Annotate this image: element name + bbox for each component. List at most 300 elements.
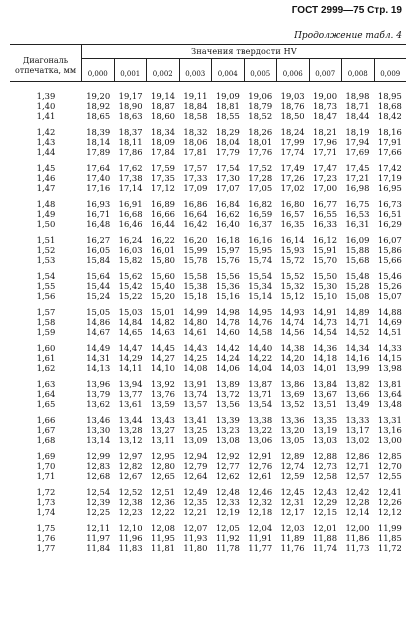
- hardness-cell: 15,18: [183, 291, 208, 301]
- hardness-cell: 15,88: [345, 245, 370, 255]
- hardness-cell: 14,73: [313, 317, 338, 327]
- hardness-cell: 12,55: [377, 471, 402, 481]
- row-group: [10, 307, 406, 337]
- hardness-cell: 14,47: [118, 343, 143, 353]
- hardness-cell: 17,33: [183, 173, 208, 183]
- hardness-values-header: Значения твердости HV: [82, 45, 406, 59]
- hardness-cell: 18,26: [248, 127, 273, 137]
- diagonal-cell: 1,41: [36, 111, 56, 121]
- hardness-cell: 16,48: [86, 219, 111, 229]
- hardness-cell: 15,62: [118, 271, 143, 281]
- hardness-cell: 16,22: [151, 235, 175, 245]
- hardness-cell: 18,68: [377, 101, 402, 111]
- hardness-cell: 18,81: [215, 101, 240, 111]
- hardness-cell: 11,72: [377, 543, 402, 553]
- hardness-cell: 13,14: [86, 435, 111, 445]
- column-header: 0,006: [276, 59, 309, 81]
- hardness-cell: 16,09: [345, 235, 370, 245]
- hardness-cell: 18,24: [280, 127, 305, 137]
- table-row: [10, 209, 406, 219]
- diagonal-cell: 1,71: [36, 471, 56, 481]
- hardness-cell: 18,19: [345, 127, 370, 137]
- hardness-cell: 14,25: [183, 353, 208, 363]
- hardness-cell: 12,14: [345, 507, 370, 517]
- hardness-cell: 13,30: [86, 425, 111, 435]
- hardness-cell: 17,57: [183, 163, 208, 173]
- hardness-cell: 17,26: [280, 173, 305, 183]
- hardness-cell: 16,14: [280, 235, 305, 245]
- hardness-cell: 18,34: [151, 127, 175, 137]
- hardness-cell: 12,39: [86, 497, 111, 507]
- hardness-cell: 15,97: [215, 245, 240, 255]
- diagonal-cell: 1,48: [36, 199, 56, 209]
- hardness-cell: 15,78: [183, 255, 208, 265]
- hardness-cell: 14,03: [280, 363, 305, 373]
- diagonal-cell: 1,66: [36, 415, 56, 425]
- hardness-cell: 17,28: [248, 173, 273, 183]
- hardness-cell: 16,66: [151, 209, 175, 219]
- diagonal-cell: 1,76: [36, 533, 56, 543]
- hardness-cell: 17,09: [183, 183, 208, 193]
- hardness-cell: 12,38: [118, 497, 143, 507]
- hardness-cell: 13,67: [313, 389, 338, 399]
- hardness-cell: 17,23: [313, 173, 338, 183]
- table-row: [10, 461, 406, 471]
- hardness-cell: 14,18: [313, 353, 338, 363]
- hardness-cell: 15,80: [151, 255, 175, 265]
- hardness-cell: 12,91: [248, 451, 273, 461]
- hardness-cell: 14,34: [345, 343, 370, 353]
- diagonal-cell: 1,67: [36, 425, 56, 435]
- table-row: [10, 353, 406, 363]
- hardness-cell: 18,16: [377, 127, 402, 137]
- hardness-cell: 14,40: [248, 343, 273, 353]
- diagonal-cell: 1,72: [36, 487, 56, 497]
- column-header: 0,000: [87, 70, 108, 78]
- hardness-cell: 11,91: [248, 533, 273, 543]
- hardness-cell: 18,39: [86, 127, 111, 137]
- hardness-cell: 12,85: [377, 451, 402, 461]
- table-row: [10, 343, 406, 353]
- hardness-cell: 13,94: [118, 379, 143, 389]
- hardness-cell: 11,96: [118, 533, 143, 543]
- hardness-cell: 13,69: [280, 389, 305, 399]
- hardness-cell: 15,48: [345, 271, 370, 281]
- hardness-cell: 17,62: [118, 163, 143, 173]
- hardness-cell: 13,22: [248, 425, 273, 435]
- hardness-cell: 14,31: [86, 353, 111, 363]
- hardness-cell: 18,09: [151, 137, 175, 147]
- row-group: [10, 415, 406, 445]
- diagonal-cell: 1,62: [36, 363, 56, 373]
- hardness-cell: 13,96: [86, 379, 111, 389]
- hardness-cell: 15,91: [313, 245, 338, 255]
- hardness-cell: 17,96: [313, 137, 338, 147]
- table-row: [10, 497, 406, 507]
- hardness-cell: 12,01: [313, 523, 338, 533]
- hardness-cell: 18,79: [248, 101, 273, 111]
- row-group: [10, 379, 406, 409]
- hardness-cell: 16,31: [345, 219, 370, 229]
- hardness-cell: 13,46: [86, 415, 111, 425]
- hardness-cell: 16,80: [280, 199, 305, 209]
- hardness-cell: 18,71: [345, 101, 370, 111]
- table-row: [10, 379, 406, 389]
- hardness-cell: 12,41: [377, 487, 402, 497]
- hardness-cell: 15,56: [215, 271, 240, 281]
- hardness-cell: 18,37: [118, 127, 143, 137]
- hardness-cell: 17,05: [248, 183, 273, 193]
- hardness-cell: 12,22: [151, 507, 175, 517]
- hardness-cell: 13,43: [151, 415, 175, 425]
- hardness-cell: 13,17: [345, 425, 370, 435]
- hardness-cell: 12,49: [183, 487, 208, 497]
- hardness-cell: 14,84: [118, 317, 143, 327]
- hardness-cell: 16,12: [313, 235, 338, 245]
- table-header: [10, 44, 406, 82]
- hardness-cell: 15,07: [377, 291, 402, 301]
- hardness-cell: 15,58: [183, 271, 208, 281]
- row-group: [10, 199, 406, 229]
- column-header: 0,005: [244, 59, 277, 81]
- hardness-cell: 14,52: [345, 327, 370, 337]
- hardness-cell: 17,47: [313, 163, 338, 173]
- column-header: 0,009: [374, 59, 407, 81]
- hardness-cell: 14,78: [215, 317, 240, 327]
- hardness-cell: 11,74: [313, 543, 338, 553]
- hardness-cell: 14,88: [377, 307, 402, 317]
- hardness-cell: 12,89: [280, 451, 305, 461]
- hardness-cell: 16,91: [118, 199, 143, 209]
- hardness-cell: 12,15: [313, 507, 338, 517]
- hardness-cell: 13,48: [377, 399, 402, 409]
- table-row: [10, 533, 406, 543]
- hardness-cell: 16,24: [118, 235, 143, 245]
- hardness-cell: 13,62: [86, 399, 111, 409]
- table-row: [10, 327, 406, 337]
- hardness-cell: 16,42: [183, 219, 208, 229]
- hardness-cell: 13,08: [215, 435, 240, 445]
- hardness-cell: 18,14: [86, 137, 111, 147]
- hardness-cell: 17,19: [377, 173, 402, 183]
- hardness-cell: 12,71: [345, 461, 370, 471]
- table-row: [10, 173, 406, 183]
- hardness-cell: 12,46: [248, 487, 273, 497]
- hardness-cell: 17,69: [345, 147, 370, 157]
- hardness-cell: 14,80: [183, 317, 208, 327]
- hardness-cell: 13,91: [183, 379, 208, 389]
- hardness-cell: 13,98: [377, 363, 402, 373]
- hardness-cell: 13,72: [215, 389, 240, 399]
- hardness-cell: 12,76: [248, 461, 273, 471]
- hardness-cell: 12,70: [377, 461, 402, 471]
- hardness-cell: 15,86: [377, 245, 402, 255]
- hardness-cell: 13,77: [118, 389, 143, 399]
- hardness-cell: 12,99: [86, 451, 111, 461]
- hardness-cell: 17,35: [151, 173, 175, 183]
- hardness-cell: 12,94: [183, 451, 208, 461]
- hardness-cell: 13,25: [183, 425, 208, 435]
- hardness-cell: 12,58: [313, 471, 338, 481]
- hardness-cell: 14,95: [248, 307, 273, 317]
- hardness-cell: 15,84: [86, 255, 111, 265]
- table-row: [10, 523, 406, 533]
- hardness-cell: 16,84: [215, 199, 240, 209]
- hardness-cell: 12,18: [248, 507, 273, 517]
- hardness-cell: 14,49: [86, 343, 111, 353]
- hardness-cell: 16,57: [280, 209, 305, 219]
- hardness-cell: 15,76: [215, 255, 240, 265]
- hardness-cell: 11,73: [345, 543, 370, 553]
- hardness-cell: 11,93: [183, 533, 208, 543]
- diagonal-cell: 1,50: [36, 219, 56, 229]
- hardness-cell: 16,35: [280, 219, 305, 229]
- table-row: [10, 471, 406, 481]
- hardness-cell: 16,53: [345, 209, 370, 219]
- hardness-cell: 12,48: [215, 487, 240, 497]
- column-header: 0,008: [341, 59, 374, 81]
- hardness-cell: 18,90: [118, 101, 143, 111]
- hardness-cell: 15,03: [118, 307, 143, 317]
- hardness-cell: 18,65: [86, 111, 111, 121]
- hardness-cell: 13,84: [313, 379, 338, 389]
- hardness-cell: 18,63: [118, 111, 143, 121]
- hardness-cell: 15,44: [86, 281, 111, 291]
- hardness-cell: 11,76: [280, 543, 305, 553]
- hardness-cell: 12,73: [313, 461, 338, 471]
- hardness-cell: 12,19: [215, 507, 240, 517]
- hardness-cell: 16,93: [86, 199, 111, 209]
- hardness-cell: 18,29: [215, 127, 240, 137]
- hardness-cell: 15,40: [151, 281, 175, 291]
- hardness-cell: 17,16: [86, 183, 111, 193]
- hardness-cell: 14,65: [118, 327, 143, 337]
- table-row: [10, 199, 406, 209]
- column-headers: [82, 59, 406, 81]
- hardness-cell: 15,38: [183, 281, 208, 291]
- hardness-cell: 15,54: [248, 271, 273, 281]
- hardness-cell: 13,05: [280, 435, 305, 445]
- hardness-cell: 12,51: [151, 487, 175, 497]
- hardness-cell: 14,91: [313, 307, 338, 317]
- diagonal-cell: 1,63: [36, 379, 56, 389]
- hardness-cell: 17,59: [151, 163, 175, 173]
- hardness-cell: 17,42: [377, 163, 402, 173]
- table-row: [10, 363, 406, 373]
- hardness-cell: 16,01: [151, 245, 175, 255]
- diagonal-cell: 1,39: [36, 91, 56, 101]
- hardness-cell: 19,17: [118, 91, 143, 101]
- hardness-cell: 17,21: [345, 173, 370, 183]
- hardness-cell: 18,87: [151, 101, 175, 111]
- hardness-cell: 13,41: [183, 415, 208, 425]
- hardness-cell: 18,01: [248, 137, 273, 147]
- hardness-cell: 11,97: [86, 533, 111, 543]
- hardness-cell: 13,89: [215, 379, 240, 389]
- hardness-cell: 13,76: [151, 389, 175, 399]
- diagonal-cell: 1,55: [36, 281, 56, 291]
- hardness-cell: 13,36: [280, 415, 305, 425]
- diagonal-cell: 1,58: [36, 317, 56, 327]
- hardness-cell: 15,93: [280, 245, 305, 255]
- table-row: [10, 487, 406, 497]
- hardness-cell: 16,05: [86, 245, 111, 255]
- hardness-cell: 18,04: [215, 137, 240, 147]
- hardness-cell: 18,60: [151, 111, 175, 121]
- hardness-cell: 19,11: [183, 91, 208, 101]
- hardness-cell: 14,54: [313, 327, 338, 337]
- hardness-cell: 14,11: [118, 363, 143, 373]
- hardness-cell: 16,95: [377, 183, 402, 193]
- column-header: 0,003: [179, 59, 212, 81]
- table-row: [10, 91, 406, 101]
- hardness-cell: 14,20: [280, 353, 305, 363]
- hardness-cell: 12,68: [86, 471, 111, 481]
- hardness-cell: 16,62: [215, 209, 240, 219]
- hardness-cell: 14,76: [248, 317, 273, 327]
- hardness-cell: 15,64: [86, 271, 111, 281]
- hardness-cell: 16,16: [248, 235, 273, 245]
- hardness-cell: 17,38: [118, 173, 143, 183]
- hardness-cell: 15,60: [151, 271, 175, 281]
- hardness-cell: 14,10: [151, 363, 175, 373]
- table-row: [10, 219, 406, 229]
- table-row: [10, 543, 406, 553]
- hardness-cell: 13,74: [183, 389, 208, 399]
- hardness-cell: 14,04: [248, 363, 273, 373]
- hardness-cell: 12,65: [151, 471, 175, 481]
- diagonal-cell: 1,54: [36, 271, 56, 281]
- hardness-cell: 14,82: [151, 317, 175, 327]
- hardness-cell: 14,56: [280, 327, 305, 337]
- hardness-cell: 17,74: [280, 147, 305, 157]
- hardness-cell: 19,00: [313, 91, 338, 101]
- hardness-cell: 13,38: [248, 415, 273, 425]
- hardness-cell: 14,74: [280, 317, 305, 327]
- hardness-cell: 15,99: [183, 245, 208, 255]
- hardness-cell: 13,02: [345, 435, 370, 445]
- diagonal-cell: 1,73: [36, 497, 56, 507]
- hardness-cell: 14,63: [151, 327, 175, 337]
- table-row: [10, 271, 406, 281]
- hardness-cell: 16,18: [215, 235, 240, 245]
- hardness-cell: 17,07: [215, 183, 240, 193]
- hardness-cell: 14,60: [215, 327, 240, 337]
- hardness-cell: 19,06: [248, 91, 273, 101]
- hardness-cell: 12,83: [86, 461, 111, 471]
- hardness-cell: 17,30: [215, 173, 240, 183]
- hardness-cell: 12,07: [183, 523, 208, 533]
- row-group: [10, 487, 406, 517]
- table-continuation-caption: Продолжение табл. 4: [294, 31, 402, 41]
- hardness-cell: 15,46: [377, 271, 402, 281]
- hardness-cell: 15,32: [280, 281, 305, 291]
- hardness-cell: 18,47: [313, 111, 338, 121]
- hardness-cell: 17,49: [280, 163, 305, 173]
- hardness-cell: 12,26: [377, 497, 402, 507]
- hardness-cell: 16,46: [118, 219, 143, 229]
- hardness-cell: 17,14: [118, 183, 143, 193]
- row-group: [10, 343, 406, 373]
- hardness-cell: 12,29: [313, 497, 338, 507]
- hardness-cell: 13,23: [215, 425, 240, 435]
- diagonal-cell: 1,47: [36, 183, 56, 193]
- hardness-cell: 12,31: [280, 497, 305, 507]
- hardness-cell: 14,51: [377, 327, 402, 337]
- hardness-cell: 14,42: [215, 343, 240, 353]
- hardness-cell: 17,00: [313, 183, 338, 193]
- hardness-cell: 16,27: [86, 235, 111, 245]
- hardness-cell: 16,59: [248, 209, 273, 219]
- hardness-cell: 16,89: [151, 199, 175, 209]
- hardness-cell: 12,10: [118, 523, 143, 533]
- hardness-cell: 14,45: [151, 343, 175, 353]
- hardness-cell: 18,06: [183, 137, 208, 147]
- hardness-cell: 12,86: [345, 451, 370, 461]
- hardness-cell: 11,81: [151, 543, 175, 553]
- hardness-cell: 13,16: [377, 425, 402, 435]
- hardness-cell: 17,84: [151, 147, 175, 157]
- hardness-cell: 16,29: [377, 219, 402, 229]
- hardness-cell: 17,86: [118, 147, 143, 157]
- hardness-cell: 15,36: [215, 281, 240, 291]
- hardness-cell: 15,26: [377, 281, 402, 291]
- diagonal-cell: 1,77: [36, 543, 56, 553]
- diagonal-cell: 1,56: [36, 291, 56, 301]
- hardness-cell: 11,85: [377, 533, 402, 543]
- diagonal-cell: 1,45: [36, 163, 56, 173]
- hardness-cell: 15,82: [118, 255, 143, 265]
- hardness-cell: 13,19: [313, 425, 338, 435]
- table-row: [10, 101, 406, 111]
- hardness-cell: 16,73: [377, 199, 402, 209]
- hardness-cell: 14,06: [215, 363, 240, 373]
- hardness-cell: 16,71: [86, 209, 111, 219]
- hardness-cell: 14,16: [345, 353, 370, 363]
- hardness-cell: 11,78: [215, 543, 240, 553]
- hardness-cell: 17,66: [377, 147, 402, 157]
- hardness-cell: 17,76: [248, 147, 273, 157]
- hardness-cell: 12,33: [215, 497, 240, 507]
- table-row: [10, 507, 406, 517]
- row-group: [10, 163, 406, 193]
- hardness-cell: 13,12: [118, 435, 143, 445]
- table-row: [10, 163, 406, 173]
- hardness-cell: 16,40: [215, 219, 240, 229]
- hardness-cell: 17,94: [345, 137, 370, 147]
- hardness-cell: 12,82: [118, 461, 143, 471]
- hardness-cell: 14,13: [86, 363, 111, 373]
- hardness-cell: 16,68: [118, 209, 143, 219]
- hardness-cell: 13,31: [377, 415, 402, 425]
- hardness-cell: 13,39: [215, 415, 240, 425]
- hardness-cell: 13,59: [151, 399, 175, 409]
- hardness-cell: 18,98: [345, 91, 370, 101]
- hardness-cell: 12,08: [151, 523, 175, 533]
- hardness-cell: 15,16: [215, 291, 240, 301]
- hardness-cell: 14,27: [151, 353, 175, 363]
- hardness-cell: 13,11: [151, 435, 175, 445]
- column-header: 0,004: [211, 59, 244, 81]
- hardness-cell: 13,57: [183, 399, 208, 409]
- hardness-cell: 16,86: [183, 199, 208, 209]
- hardness-cell: 11,77: [248, 543, 273, 553]
- hardness-cell: 11,99: [377, 523, 402, 533]
- hardness-cell: 17,71: [313, 147, 338, 157]
- hardness-cell: 12,45: [280, 487, 305, 497]
- hardness-cell: 13,35: [313, 415, 338, 425]
- hardness-cell: 16,55: [313, 209, 338, 219]
